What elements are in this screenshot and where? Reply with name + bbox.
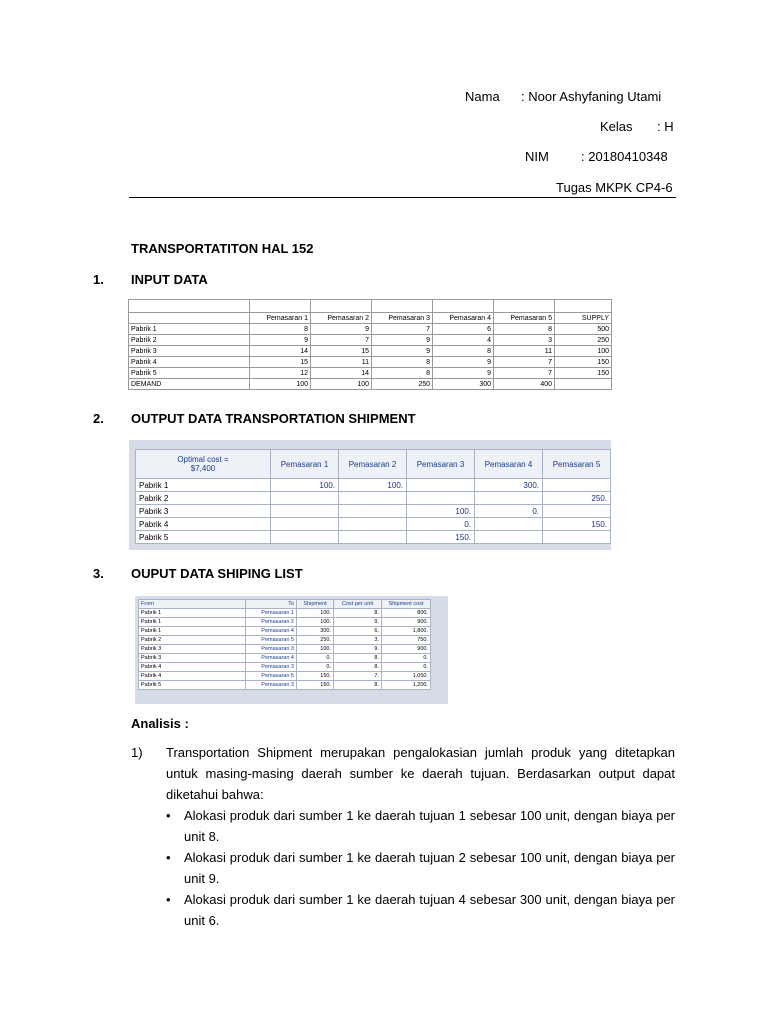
table-cell: 11	[311, 357, 372, 368]
table-header-cell: To	[246, 600, 297, 609]
table-cell: 250.	[543, 492, 611, 505]
table-cell: Pabrik 2	[136, 492, 271, 505]
table-cell: 7	[494, 368, 555, 379]
table-cell: 100.	[271, 479, 339, 492]
table-cell: 4	[433, 335, 494, 346]
table-header-row	[136, 450, 611, 479]
table-cell: Pemasaran 4	[246, 627, 297, 636]
table-cell: 7	[311, 335, 372, 346]
table-cell: 3	[494, 335, 555, 346]
table-header-cell: From	[139, 600, 246, 609]
optimal-cost-cell	[136, 450, 271, 479]
table-cell: 750.	[382, 636, 431, 645]
table-header-cell: Cost per unit	[334, 600, 382, 609]
analisis-paragraph: Transportation Shipment merupakan pengalokasian jumlah produk yang ditetapkan untuk masing-masing daerah sumber ke daerah tujuan. Berdasarkan output dapat diketahui bahwa:	[166, 745, 675, 802]
table-cell: 250.	[297, 636, 334, 645]
table-header-cell	[129, 313, 250, 324]
list-item-text: Alokasi produk dari sumber 1 ke daerah tujuan 4 sebesar 300 unit, dengan biaya per unit 6.	[184, 892, 675, 928]
table-header-row	[129, 313, 612, 324]
kelas-value: : H	[657, 119, 674, 134]
table-cell: 250	[555, 335, 612, 346]
table-cell	[339, 518, 407, 531]
table-cell: 8	[250, 324, 311, 335]
table-row	[139, 681, 431, 690]
table-cell: 800.	[382, 609, 431, 618]
table-row	[129, 335, 612, 346]
optimal-cost-value: $7,400	[190, 464, 216, 473]
table-cell	[543, 505, 611, 518]
table-cell: 100.	[297, 609, 334, 618]
table-cell	[475, 531, 543, 544]
table-cell: Pabrik 3	[139, 654, 246, 663]
table-row	[139, 627, 431, 636]
table-cell: 0.	[407, 518, 475, 531]
table-cell	[271, 518, 339, 531]
kelas-label: Kelas	[600, 119, 633, 134]
table-cell: 300	[433, 379, 494, 390]
table-cell: 900.	[382, 645, 431, 654]
input-data-table	[128, 299, 612, 390]
table-cell: Pabrik 3	[136, 505, 271, 518]
table-cell: 11	[494, 346, 555, 357]
table-cell: Pabrik 1	[136, 479, 271, 492]
table-cell: 9	[311, 324, 372, 335]
table-cell: Pemasaran 3	[246, 681, 297, 690]
table-header-cell: SUPPLY	[555, 313, 612, 324]
table-cell	[407, 492, 475, 505]
table-cell: Pemasaran 4	[246, 654, 297, 663]
table-row	[139, 636, 431, 645]
table-row	[139, 645, 431, 654]
table-cell	[475, 492, 543, 505]
list-item	[166, 889, 675, 931]
table-cell: 100	[250, 379, 311, 390]
table-row	[136, 492, 611, 505]
table-cell: Pabrik 5	[136, 531, 271, 544]
section-title-input: INPUT DATA	[131, 272, 208, 287]
table-cell: 9.	[334, 618, 382, 627]
table-row	[139, 654, 431, 663]
table-cell: Pabrik 1	[139, 609, 246, 618]
table-row	[136, 505, 611, 518]
shipping-list-panel	[135, 596, 448, 704]
table-row	[129, 300, 612, 313]
table-cell: 100.	[407, 505, 475, 518]
table-cell	[271, 505, 339, 518]
table-cell: 150	[555, 368, 612, 379]
table-row	[139, 672, 431, 681]
table-cell: 100	[311, 379, 372, 390]
bullet-icon: •	[166, 850, 171, 865]
nama-label: Nama	[465, 89, 500, 104]
table-row	[139, 618, 431, 627]
table-cell: 15	[311, 346, 372, 357]
table-header-cell: Pemasaran 5	[543, 450, 611, 479]
section-number: 2.	[93, 411, 104, 426]
table-row	[139, 609, 431, 618]
table-header-cell: Pemasaran 4	[475, 450, 543, 479]
table-cell	[339, 505, 407, 518]
table-row	[136, 479, 611, 492]
table-cell: 1,800.	[382, 627, 431, 636]
table-cell: 150.	[543, 518, 611, 531]
optimal-cost-label: Optimal cost =	[177, 455, 229, 464]
table-cell: 100.	[297, 618, 334, 627]
table-cell: Pemasaran 2	[246, 618, 297, 627]
table-cell: 8.	[334, 654, 382, 663]
table-cell: Pabrik 4	[139, 672, 246, 681]
table-cell: 7.	[334, 672, 382, 681]
table-header-cell: Pemasaran 1	[271, 450, 339, 479]
table-row	[129, 357, 612, 368]
table-cell: Pabrik 1	[139, 627, 246, 636]
nama-value: : Noor Ashyfaning Utami	[521, 89, 662, 104]
table-cell	[339, 531, 407, 544]
table-cell: Pabrik 4	[129, 357, 250, 368]
table-header-cell: Shipment	[297, 600, 334, 609]
table-row	[129, 324, 612, 335]
table-cell: 100	[555, 346, 612, 357]
table-cell: 100.	[297, 645, 334, 654]
table-cell: Pemasaran 5	[246, 672, 297, 681]
table-header-row	[139, 600, 431, 609]
table-cell	[555, 379, 612, 390]
table-cell: 8	[433, 346, 494, 357]
table-cell: Pabrik 1	[129, 324, 250, 335]
table-cell: 300.	[475, 479, 543, 492]
table-cell	[271, 531, 339, 544]
section-number: 1.	[93, 272, 104, 287]
table-cell: Pabrik 1	[139, 618, 246, 627]
table-cell: Pabrik 2	[139, 636, 246, 645]
table-cell: 8	[372, 368, 433, 379]
table-cell: 400	[494, 379, 555, 390]
table-cell: 8	[494, 324, 555, 335]
table-cell: Pabrik 3	[139, 645, 246, 654]
table-cell: Pabrik 5	[129, 368, 250, 379]
table-cell: 15	[250, 357, 311, 368]
table-cell: Pemasaran 1	[246, 609, 297, 618]
table-cell: Pemasaran 3	[246, 645, 297, 654]
table-cell	[407, 479, 475, 492]
table-cell: Pabrik 2	[129, 335, 250, 346]
section-number: 3.	[93, 566, 104, 581]
table-cell: 14	[250, 346, 311, 357]
table-cell: Pabrik 3	[129, 346, 250, 357]
table-header-cell: Pemasaran 2	[311, 313, 372, 324]
shipment-table	[135, 449, 611, 544]
table-cell: 3.	[334, 636, 382, 645]
table-header-cell: Pemasaran 5	[494, 313, 555, 324]
table-cell: 7	[494, 357, 555, 368]
table-cell: 0.	[297, 663, 334, 672]
table-cell: 9	[433, 368, 494, 379]
list-item	[166, 805, 675, 847]
table-cell: 12	[250, 368, 311, 379]
list-item	[166, 847, 675, 889]
table-header-cell: Pemasaran 4	[433, 313, 494, 324]
table-cell: 7	[372, 324, 433, 335]
table-cell: 150.	[407, 531, 475, 544]
table-row	[129, 368, 612, 379]
table-cell: 8.	[334, 609, 382, 618]
table-cell: 9	[372, 335, 433, 346]
table-cell: 14	[311, 368, 372, 379]
table-cell: Pemasaran 3	[246, 663, 297, 672]
nim-value: : 20180410348	[581, 149, 668, 164]
table-cell: Pabrik 5	[139, 681, 246, 690]
table-cell: 9.	[334, 645, 382, 654]
table-cell: 8.	[334, 663, 382, 672]
table-row	[129, 346, 612, 357]
table-cell: 0.	[475, 505, 543, 518]
table-cell: 6	[433, 324, 494, 335]
table-header-cell: Pemasaran 3	[372, 313, 433, 324]
table-cell: 900.	[382, 618, 431, 627]
bullet-icon: •	[166, 892, 171, 907]
table-cell	[475, 518, 543, 531]
table-row	[136, 518, 611, 531]
table-cell	[543, 479, 611, 492]
analisis-heading: Analisis :	[131, 716, 189, 731]
nim-label: NIM	[525, 149, 549, 164]
table-row	[139, 663, 431, 672]
document-title: TRANSPORTATITON HAL 152	[131, 241, 314, 256]
bullet-icon: •	[166, 808, 171, 823]
list-item-text: Alokasi produk dari sumber 1 ke daerah tujuan 2 sebesar 100 unit, dengan biaya per unit 9.	[184, 850, 675, 886]
table-cell: 1,200.	[382, 681, 431, 690]
section-title-output: OUTPUT DATA TRANSPORTATION SHIPMENT	[131, 411, 416, 426]
table-cell: 300.	[297, 627, 334, 636]
table-cell: Pabrik 4	[139, 663, 246, 672]
header-divider	[129, 197, 676, 198]
table-cell: Pabrik 4	[136, 518, 271, 531]
table-header-cell: Shipment cost	[382, 600, 431, 609]
table-row	[129, 379, 612, 390]
table-cell: 150.	[297, 681, 334, 690]
table-cell: 0.	[297, 654, 334, 663]
table-cell: 9	[372, 346, 433, 357]
analisis-item-number: 1)	[131, 745, 143, 760]
table-cell: 6.	[334, 627, 382, 636]
table-cell: 1,050.	[382, 672, 431, 681]
table-cell: DEMAND	[129, 379, 250, 390]
table-cell: 0.	[382, 654, 431, 663]
table-cell: 100.	[339, 479, 407, 492]
shipping-list-table	[138, 599, 431, 690]
table-cell: 9	[433, 357, 494, 368]
table-cell: 9	[250, 335, 311, 346]
table-cell	[543, 531, 611, 544]
list-item-text: Alokasi produk dari sumber 1 ke daerah tujuan 1 sebesar 100 unit, dengan biaya per unit 8.	[184, 808, 675, 844]
table-header-cell: Pemasaran 3	[407, 450, 475, 479]
table-cell: 150	[555, 357, 612, 368]
table-cell: 0.	[382, 663, 431, 672]
analisis-bullet-list	[166, 805, 675, 931]
table-cell: 500	[555, 324, 612, 335]
table-header-cell: Pemasaran 2	[339, 450, 407, 479]
table-cell: 250	[372, 379, 433, 390]
section-title-shipping: OUPUT DATA SHIPING LIST	[131, 566, 303, 581]
table-cell: 8.	[334, 681, 382, 690]
table-cell: 150.	[297, 672, 334, 681]
shipment-table-panel	[129, 440, 611, 550]
table-cell: 8	[372, 357, 433, 368]
tugas-label: Tugas MKPK CP4-6	[556, 180, 673, 195]
table-header-cell: Pemasaran 1	[250, 313, 311, 324]
table-cell: Pemasaran 5	[246, 636, 297, 645]
table-row	[136, 531, 611, 544]
table-cell	[339, 492, 407, 505]
table-cell	[271, 492, 339, 505]
